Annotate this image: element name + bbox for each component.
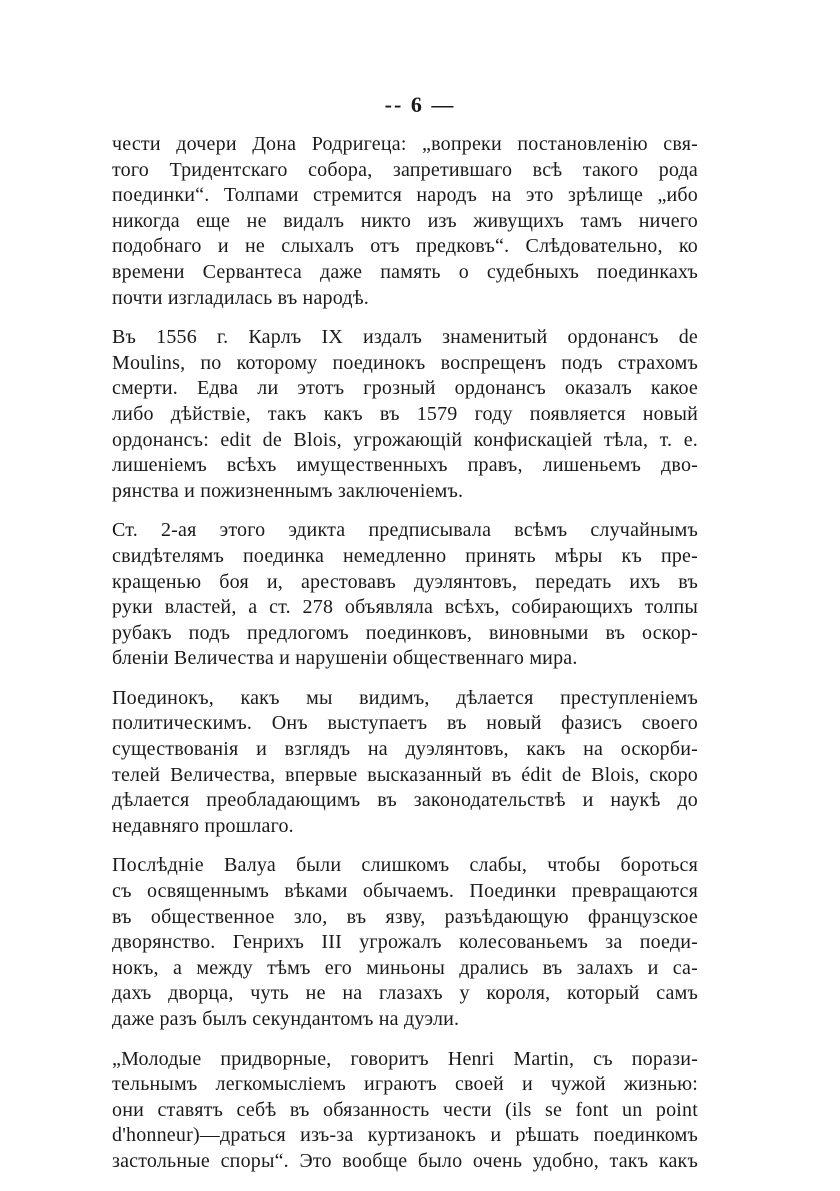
text-line: дворянство. Генрихъ III угрожалъ колесованьемъ за поеди- (112, 931, 698, 954)
text-line: Moulins, по которому поединокъ воспрещенъ подъ страхомъ (112, 351, 698, 374)
text-line: никогда еще не видалъ никто изъ живущихъ тамъ ничего (112, 209, 698, 232)
text-line: того Тридентскаго собора, запретившаго всѣ такого рода (112, 158, 698, 181)
text-line: рянства и пожизненнымъ заключеніемъ. (112, 479, 464, 502)
paragraph-2 (112, 325, 698, 504)
text-line: рубакъ подъ предлогомъ поединковъ, виновными въ оскор- (112, 621, 698, 644)
paragraph-3 (112, 518, 698, 672)
text-line: свидѣтелямъ поединка немедленно принять мѣры къ пре- (112, 544, 698, 567)
text-line: смерти. Едва ли этотъ грозный ордонансъ оказалъ какое (112, 377, 698, 400)
paragraph-6 (112, 1047, 698, 1175)
text-line: почти изгладилась въ народѣ. (112, 286, 369, 309)
text-line: Послѣдніе Валуа были слишкомъ слабы, чтобы бороться (112, 854, 698, 877)
paragraph-4 (112, 686, 698, 840)
text-line: времени Сервантеса даже память о судебныхъ поединкахъ (112, 260, 698, 283)
text-line: застольные споры“. Это вообще было очень удобно, такъ какъ (112, 1149, 698, 1172)
text-line: недавняго прошлаго. (112, 814, 294, 837)
text-line: ордонансъ: edit de Blois, угрожающій конфискаціей тѣла, т. е. (112, 428, 698, 451)
text-line: существованія и взглядъ на дуэлянтовъ, какъ на оскорби- (112, 738, 698, 761)
text-line: либо дѣйствіе, такъ какъ въ 1579 году появляется новый (112, 402, 698, 425)
text-line: Въ 1556 г. Карлъ IX издалъ знаменитый ордонансъ de (112, 326, 698, 349)
text-line: тельнымъ легкомысліемъ играютъ своей и чужой жизнью: (112, 1073, 698, 1096)
text-line: Ст. 2-ая этого эдикта предписывала всѣмъ случайнымъ (112, 519, 698, 542)
text-line: даже разъ былъ секундантомъ на дуэли. (112, 1008, 460, 1030)
text-line: Поединокъ, какъ мы видимъ, дѣлается преступленіемъ (112, 686, 698, 709)
text-line: они ставятъ себѣ въ обязанность чести (ils se font un point (112, 1098, 698, 1121)
text-line: чести дочери Дона Родригеца: „вопреки постановленію свя- (112, 133, 698, 155)
body-text (112, 132, 698, 1189)
text-line: въ общественное зло, въ язву, разъѣдающую французское (112, 905, 698, 928)
paragraph-1 (112, 132, 698, 311)
text-line: дѣлается преобладающимъ въ законодательствѣ и наукѣ до (112, 789, 698, 812)
text-line: руки властей, а ст. 278 объявляла всѣхъ, собирающихъ толпы (112, 596, 698, 619)
paragraph-5 (112, 853, 698, 1032)
text-line: подобнаго и не слыхалъ отъ предковъ“. Слѣдовательно, ко (112, 235, 698, 258)
page-number: -- 6 — (384, 92, 456, 117)
text-line: „Молодые придворные, говоритъ Henri Martin, съ порази- (112, 1047, 698, 1070)
text-line: телей Величества, впервые высказанный въ édit de Blois, скоро (112, 763, 698, 786)
text-line: d'honneur)—драться изъ-за куртизанокъ и рѣшать поединкомъ (112, 1124, 698, 1147)
text-line: дахъ дворца, чуть не на глазахъ у короля, который самъ (112, 982, 698, 1005)
text-line: нокъ, а между тѣмъ его миньоны дрались въ залахъ и са- (112, 956, 698, 979)
text-line: кращенью боя и, арестовавъ дуэлянтовъ, передать ихъ въ (112, 570, 698, 593)
text-line: поединки“. Толпами стремится народъ на это зрѣлище „ибо (112, 184, 698, 207)
text-line: бленіи Величества и нарушеніи общественнаго мира. (112, 647, 578, 670)
text-line: политическимъ. Онъ выступаетъ въ новый фазисъ своего (112, 712, 698, 735)
text-line: лишеніемъ всѣхъ имущественныхъ правъ, лишеньемъ дво- (112, 454, 698, 477)
text-line: съ освященнымъ вѣками обычаемъ. Поединки превращаются (112, 880, 698, 903)
